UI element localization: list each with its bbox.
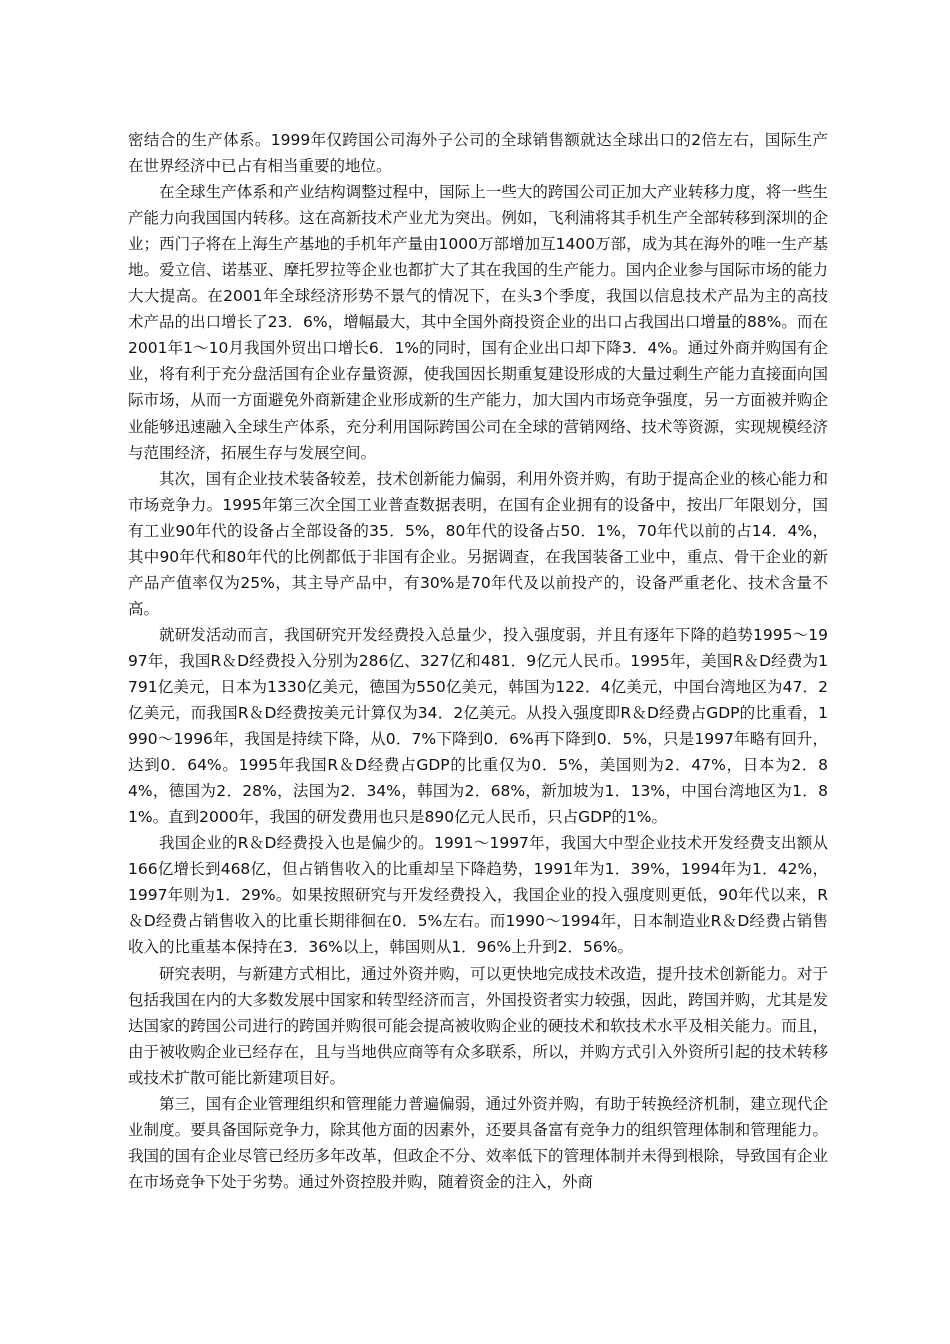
paragraph-6: 研究表明，与新建方式相比，通过外资并购，可以更快地完成技术改造，提升技术创新能力。对于包括我国在内的大多数发展中国家和转型经济而言，外国投资者实力较强，因此，跨国并购，尤其是发达国家的跨国公司进行的跨国并购很可能会提高被收购企业的硬技术和软技术水平及相关能力。而且，由于被收购企业已经存在，且与当地供应商等有众多联系，所以，并购方式引入外资所引起的技术转移或技术扩散可能比新建项目好。 — [128, 964, 828, 1087]
paragraph-2: 在全球生产体系和产业结构调整过程中，国际上一些大的跨国公司正加大产业转移力度，将一些生产能力向我国国内转移。这在高新技术产业尤为突出。例如，飞利浦将其手机生产全部转移到深圳的企业；西门子将在上海生产基地的手机年产量由1000万部增加互1400万部，成为其在海外的唯一生产基地。爱立信、诺基亚、摩托罗拉等企业也都扩大了其在我国的生产能力。国内企业参与国际市场的能力大大提高。在2001年全球经济形势不景气的情况下，在头3个季度，我国以信息技术产品为主的高技术产品的出口增长了23．6%，增幅最大，其中全国外商投资企业的出口占我国出口增量的88%。而在2001年1～10月我国外贸出口增长6．1%的同时，国有企业出口却下降3．4%。通过外商并购国有企业，将有利于充分盘活国有企业存量资源，使我国因长期重复建设形成的大量过剩生产能力直接面向国际市场，从而一方面避免外商新建企业形成新的生产能力，加大国内市场竞争强度，另一方面被并购企业能够迅速融入全球生产体系，充分利用国际跨国公司在全球的营销网络、技术等资源，实现规模经济与范围经济，拓展生存与发展空间。 — [128, 183, 828, 462]
paragraph-5: 我国企业的R＆D经费投入也是偏少的。1991～1997年，我国大中型企业技术开发经费支出额从166亿增长到468亿，但占销售收入的比重却呈下降趋势，1991年为1．39%，1994年为1．42%，1997年则为1．29%。如果按照研究与开发经费投入，我国企业的投入强度则更低，90年代以来，R＆D经费占销售收入的比重长期徘徊在0．5%左右。而1990～1994年，日本制造业R＆D经费占销售收入的比重基本保持在3．36%以上，韩国则从1．96%上升到2．56%。 — [128, 834, 828, 957]
paragraph-3: 其次，国有企业技术装备较差，技术创新能力偏弱，利用外资并购，有助于提高企业的核心能力和市场竞争力。1995年第三次全国工业普查数据表明，在国有企业拥有的设备中，按出厂年限划分，国有工业90年代的设备占全部设备的35．5%，80年代的设备占50．1%，70年代以前的占14．4%，其中90年代和80年代的比例都低于非国有企业。另据调查，在我国装备工业中，重点、骨干企业的新产品产值率仅为25%，其主导产品中，有30%是70年代及以前投产的，设备严重老化、技术含量不高。 — [128, 469, 828, 618]
paragraph-4: 就研发活动而言，我国研究开发经费投入总量少，投入强度弱，并且有逐年下降的趋势1995～1997年，我国R＆D经费投入分别为286亿、327亿和481．9亿元人民币。1995年，美国R＆D经费为1791亿美元，日本为1330亿美元，德国为550亿美元，韩国为122．4亿美元，中国台湾地区为47．2亿美元，而我国R＆D经费按美元计算仅为34．2亿美元。从投入强度即R＆D经费占GDP的比重看，1990～1996年，我国是持续下降，从0．7%下降到0．6%再下降到0．5%，只是1997年略有回升，达到0．64%。1995年我国R＆D经费占GDP的比重仅为0．5%，美国则为2．47%，日本为2．84%，德国为2．28%，法国为2．34%，韩国为2．68%，新加坡为1．13%，中国台湾地区为1．81%。直到2000年，我国的研发费用也只是890亿元人民币，只占GDP的1%。 — [128, 625, 828, 827]
document-body — [128, 127, 828, 1195]
paragraph-1: 密结合的生产体系。1999年仅跨国公司海外子公司的全球销售额就达全球出口的2倍左右，国际生产在世界经济中已占有相当重要的地位。 — [128, 131, 828, 176]
paragraph-7: 第三，国有企业管理组织和管理能力普遍偏弱，通过外资并购，有助于转换经济机制，建立现代企业制度。要具备国际竞争力，除其他方面的因素外，还要具备富有竞争力的组织管理体制和管理能力。我国的国有企业尽管已经历多年改革，但政企不分、效率低下的管理体制并未得到根除，导致国有企业在市场竞争下处于劣势。通过外资控股并购，随着资金的注入，外商 — [128, 1094, 828, 1191]
